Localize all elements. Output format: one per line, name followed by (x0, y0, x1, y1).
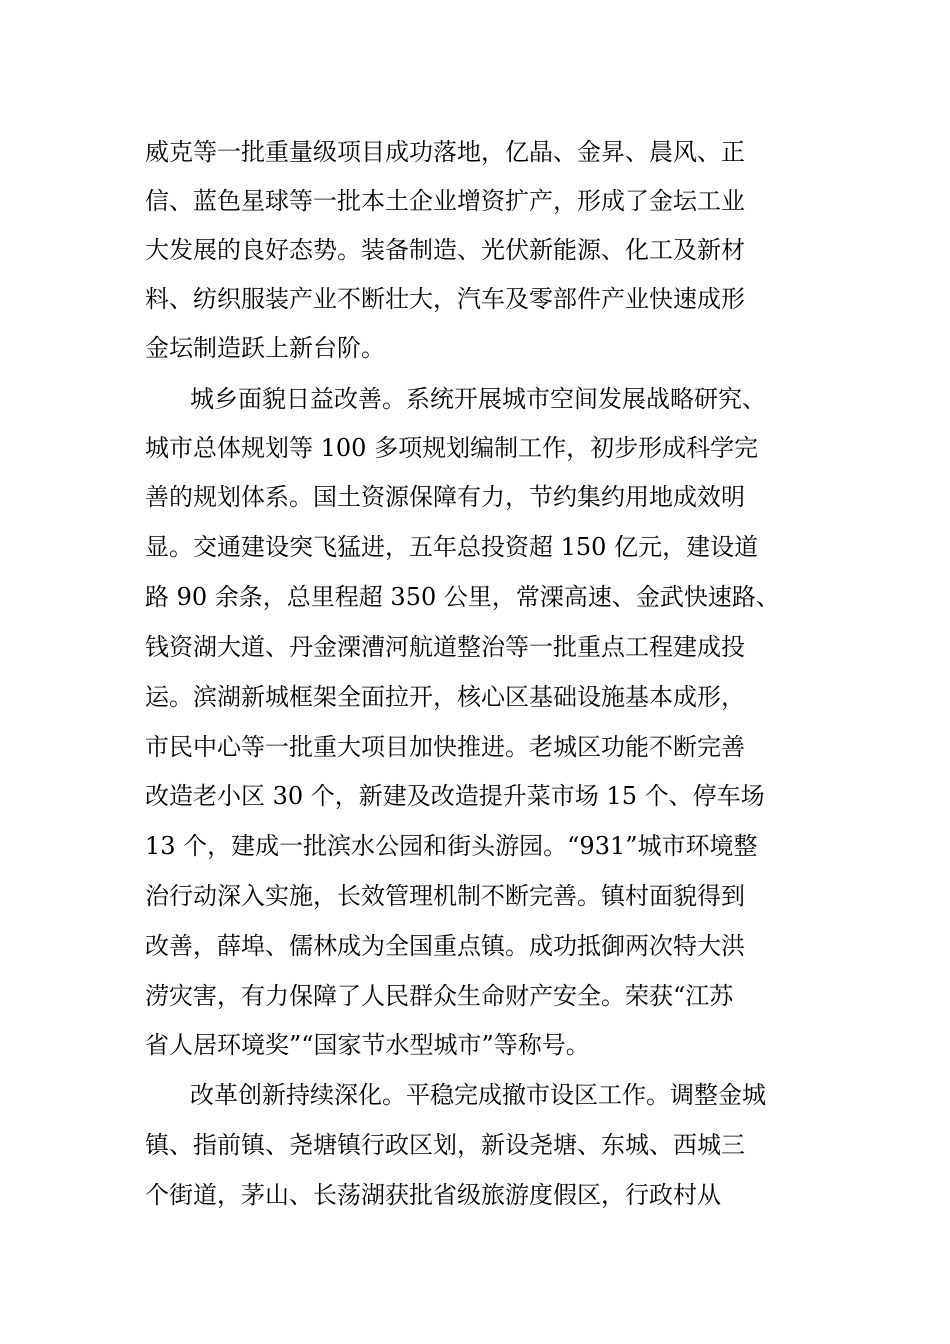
text-line (0, 971, 950, 1021)
text-line-content: 金坛制造跃上新台阶。 (145, 334, 385, 362)
text-line (0, 1020, 950, 1070)
text-line (0, 871, 950, 921)
text-line (0, 722, 950, 772)
text-line-content: 改造老小区 30 个，新建及改造提升菜市场 15 个、停车场 (145, 782, 765, 810)
text-line-content: 省人居环境奖”“国家节水型城市”等称号。 (145, 1031, 590, 1059)
text-line (0, 522, 950, 572)
paragraph-first-line (0, 1070, 950, 1120)
text-line (0, 472, 950, 522)
text-line (0, 1170, 950, 1220)
text-line-content: 善的规划体系。国土资源保障有力，节约集约用地成效明 (145, 483, 745, 511)
text-line-content: 城乡面貌日益改善。系统开展城市空间发展战略研究、 (190, 385, 766, 413)
text-line (0, 622, 950, 672)
paragraph-first-line (0, 374, 950, 424)
text-line-content: 涝灾害，有力保障了人民群众生命财产安全。荣获“江苏 (145, 982, 734, 1010)
text-line (0, 672, 950, 722)
text-line-content: 市民中心等一批重大项目加快推进。老城区功能不断完善 (145, 733, 745, 761)
text-line-content: 路 90 余条，总里程超 350 公里，常溧高速、金武快速路、 (145, 583, 780, 611)
text-line (0, 323, 950, 373)
text-line-content: 改善，薛埠、儒林成为全国重点镇。成功抵御两次特大洪 (145, 932, 745, 960)
text-line (0, 423, 950, 473)
text-line (0, 176, 950, 226)
text-line-content: 料、纺织服装产业不断壮大，汽车及零部件产业快速成形 (145, 285, 745, 313)
text-line-content: 威克等一批重量级项目成功落地，亿晶、金昇、晨风、正 (145, 138, 745, 166)
text-line (0, 127, 950, 177)
text-line (0, 1120, 950, 1170)
text-line (0, 225, 950, 275)
text-line-content: 治行动深入实施，长效管理机制不断完善。镇村面貌得到 (145, 882, 745, 910)
text-line (0, 572, 950, 622)
text-line-content: 信、蓝色星球等一批本土企业增资扩产，形成了金坛工业 (145, 187, 745, 215)
text-line-content: 显。交通建设突飞猛进，五年总投资超 150 亿元，建设道 (145, 533, 759, 561)
text-line-content: 大发展的良好态势。装备制造、光伏新能源、化工及新材 (145, 236, 745, 264)
text-line (0, 921, 950, 971)
text-line-content: 钱资湖大道、丹金溧漕河航道整治等一批重点工程建成投 (145, 633, 745, 661)
text-line (0, 274, 950, 324)
text-line-content: 运。滨湖新城框架全面拉开，核心区基础设施基本成形， (145, 683, 745, 711)
text-line (0, 771, 950, 821)
text-line-content: 城市总体规划等 100 多项规划编制工作，初步形成科学完 (145, 434, 759, 462)
text-line-content: 镇、指前镇、尧塘镇行政区划，新设尧塘、东城、西城三 (145, 1131, 745, 1159)
text-line-content: 个街道，茅山、长荡湖获批省级旅游度假区，行政村从 (145, 1181, 721, 1209)
text-line-content: 13 个，建成一批滨水公园和街头游园。“931”城市环境整 (145, 832, 758, 860)
text-line (0, 821, 950, 871)
text-line-content: 改革创新持续深化。平稳完成撤市设区工作。调整金城 (190, 1081, 766, 1109)
